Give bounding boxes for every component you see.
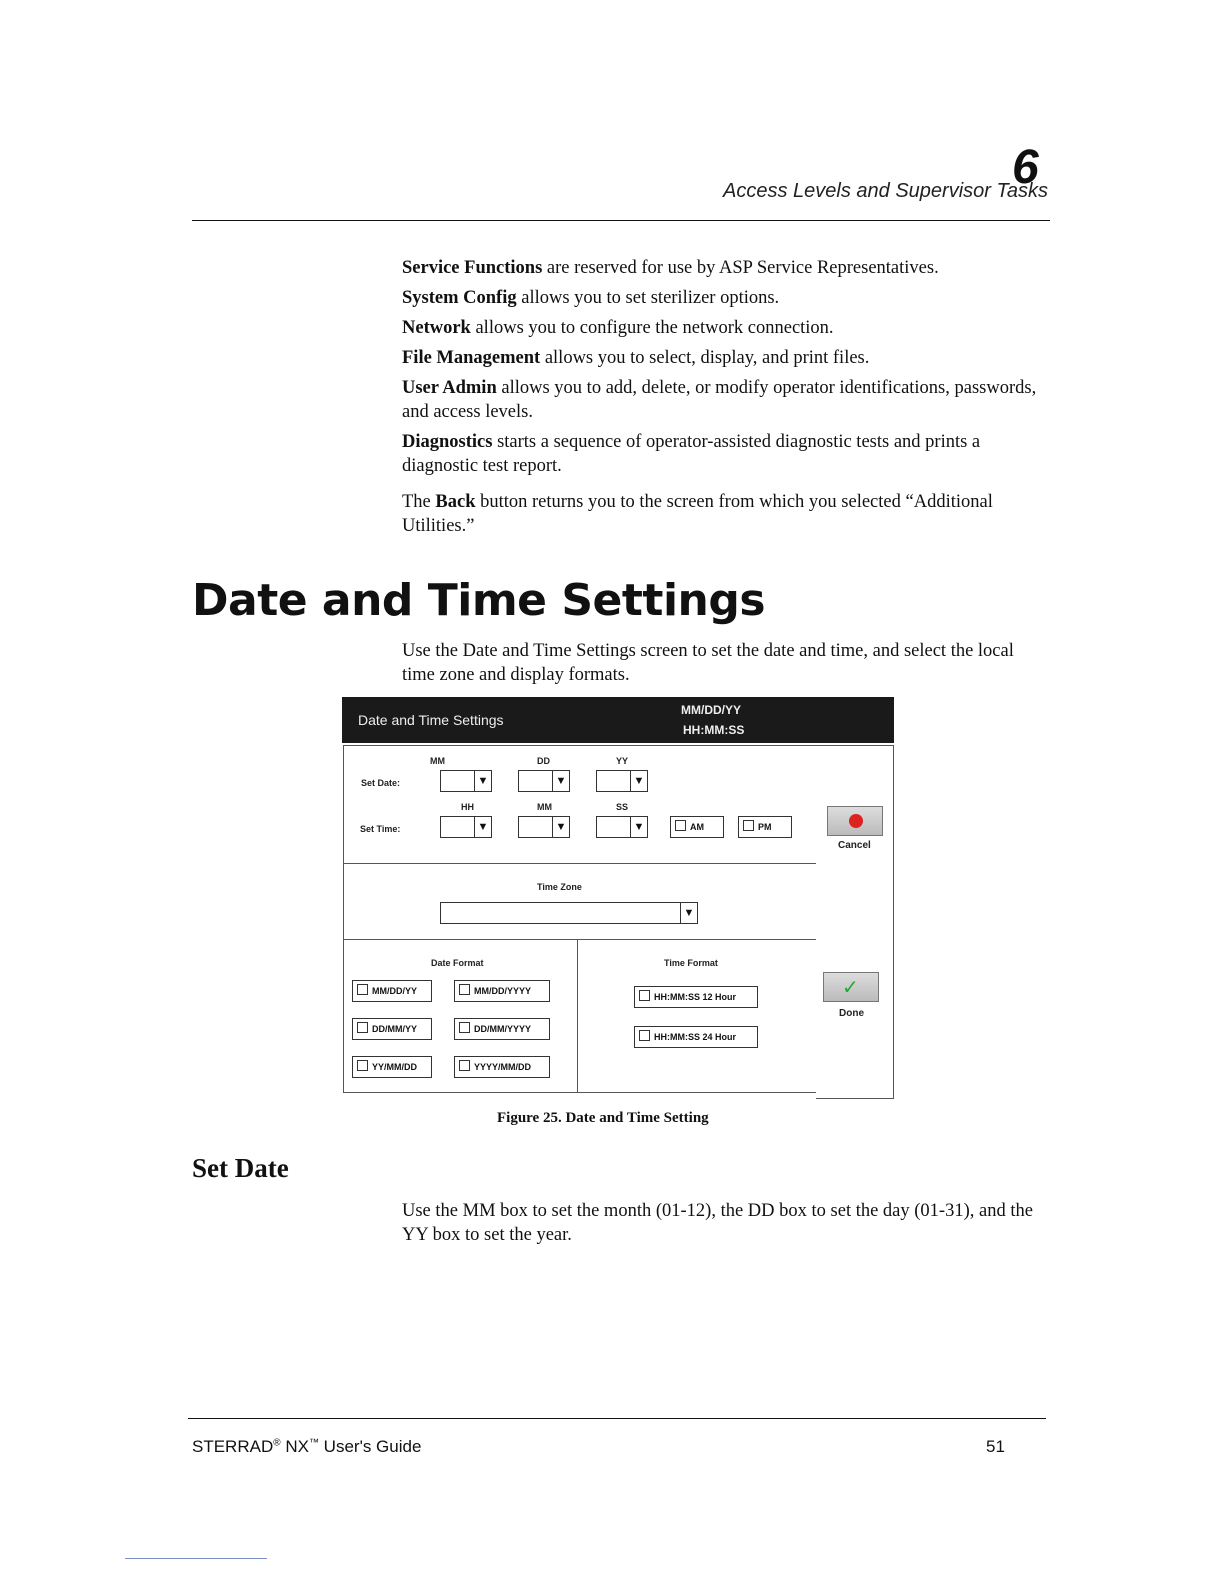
intro-item: Service Functions are reserved for use by ASP Service Representatives.: [402, 258, 939, 278]
back-paragraph: The Back button returns you to the screen from which you selected “Additional Utilities.”: [402, 492, 993, 536]
chevron-down-icon: ▼: [630, 771, 647, 791]
date-time-panel: [343, 745, 818, 865]
checkbox-icon: [357, 1060, 368, 1071]
am-checkbox[interactable]: AM: [670, 816, 724, 838]
chevron-down-icon: ▼: [630, 817, 647, 837]
year-dropdown[interactable]: [596, 770, 648, 792]
second-dropdown[interactable]: [596, 816, 648, 838]
checkbox-icon: [675, 820, 686, 831]
chevron-down-icon: ▼: [552, 771, 569, 791]
month-dropdown[interactable]: [440, 770, 492, 792]
mm-column-label: MM: [430, 756, 445, 766]
chevron-down-icon: ▼: [474, 817, 491, 837]
footer-rule: [188, 1418, 1046, 1419]
figure-caption: Figure 25. Date and Time Setting: [497, 1110, 709, 1126]
cancel-button[interactable]: [827, 806, 883, 836]
intro-item: User Admin allows you to add, delete, or modify operator identifications, passwords, and access levels.: [402, 378, 1037, 422]
checkbox-icon: [459, 1022, 470, 1033]
subsection-text: Use the MM box to set the month (01-12), the DD box to set the day (01-31), and the YY box to set the year.: [402, 1201, 1033, 1245]
section-text: Use the Date and Time Settings screen to set the date and time, and select the local time zone and display formats.: [402, 641, 1014, 685]
hour-dropdown[interactable]: [440, 816, 492, 838]
checkbox-icon: [639, 1030, 650, 1041]
done-button[interactable]: [823, 972, 879, 1002]
date-format-option[interactable]: DD/MM/YYYY: [454, 1018, 550, 1040]
hh-column-label: HH: [461, 802, 474, 812]
date-format-option[interactable]: DD/MM/YY: [352, 1018, 432, 1040]
time-format-panel: [577, 939, 818, 1093]
chevron-down-icon: ▼: [680, 903, 697, 923]
checkbox-icon: [357, 1022, 368, 1033]
time-zone-dropdown[interactable]: [440, 902, 698, 924]
checkbox-icon: [459, 984, 470, 995]
day-dropdown[interactable]: [518, 770, 570, 792]
chevron-down-icon: ▼: [552, 817, 569, 837]
yy-column-label: YY: [616, 756, 629, 766]
minute-dropdown[interactable]: [518, 816, 570, 838]
running-header: Access Levels and Supervisor Tasks: [723, 180, 1048, 202]
date-format-option[interactable]: YY/MM/DD: [352, 1056, 432, 1078]
date-format-option[interactable]: MM/DD/YY: [352, 980, 432, 1002]
intro-item: System Config allows you to set sterilizer options.: [402, 288, 780, 308]
ss-column-label: SS: [616, 802, 629, 812]
cancel-label: Cancel: [838, 840, 871, 851]
screen-titlebar: [342, 697, 894, 743]
intro-item: File Management allows you to select, display, and print files.: [402, 348, 870, 368]
set-date-label: Set Date:: [361, 778, 401, 788]
date-time-screen: [342, 697, 894, 1097]
checkbox-icon: [639, 990, 650, 1001]
date-format-option[interactable]: MM/DD/YYYY: [454, 980, 550, 1002]
checkbox-icon: [357, 984, 368, 995]
checkbox-icon: [459, 1060, 470, 1071]
header-rule: [192, 220, 1050, 221]
time-zone-label: Time Zone: [537, 882, 582, 892]
chevron-down-icon: ▼: [474, 771, 491, 791]
time-format-display: HH:MM:SS: [683, 723, 745, 737]
footer-title: STERRAD® NX™ User's Guide: [192, 1437, 422, 1456]
set-time-label: Set Time:: [360, 824, 401, 834]
intro-item: Network allows you to configure the network connection.: [402, 318, 834, 338]
min-column-label: MM: [537, 802, 552, 812]
screen-title: Date and Time Settings: [358, 712, 504, 728]
pm-checkbox[interactable]: PM: [738, 816, 792, 838]
date-format-display: MM/DD/YY: [681, 703, 741, 717]
subsection-heading: Set Date: [192, 1153, 289, 1183]
date-format-option[interactable]: YYYY/MM/DD: [454, 1056, 550, 1078]
time-format-label: Time Format: [664, 958, 718, 968]
chapter-number: 6: [1012, 141, 1039, 194]
section-heading: Date and Time Settings: [192, 575, 766, 626]
checkbox-icon: [743, 820, 754, 831]
date-format-label: Date Format: [431, 958, 484, 968]
checkmark-icon: ✓: [842, 977, 859, 999]
scan-artifact-line: [125, 1558, 267, 1559]
time-format-option[interactable]: HH:MM:SS 12 Hour: [634, 986, 758, 1008]
stop-icon: [849, 814, 863, 828]
done-label: Done: [839, 1008, 864, 1019]
dd-column-label: DD: [537, 756, 550, 766]
action-column: [816, 745, 894, 1099]
page-number: 51: [986, 1437, 1005, 1456]
time-format-option[interactable]: HH:MM:SS 24 Hour: [634, 1026, 758, 1048]
intro-item: Diagnostics starts a sequence of operator-assisted diagnostic tests and prints a diagnostic test report.: [402, 432, 981, 476]
time-zone-panel: [343, 863, 818, 941]
date-format-panel: [343, 939, 579, 1093]
